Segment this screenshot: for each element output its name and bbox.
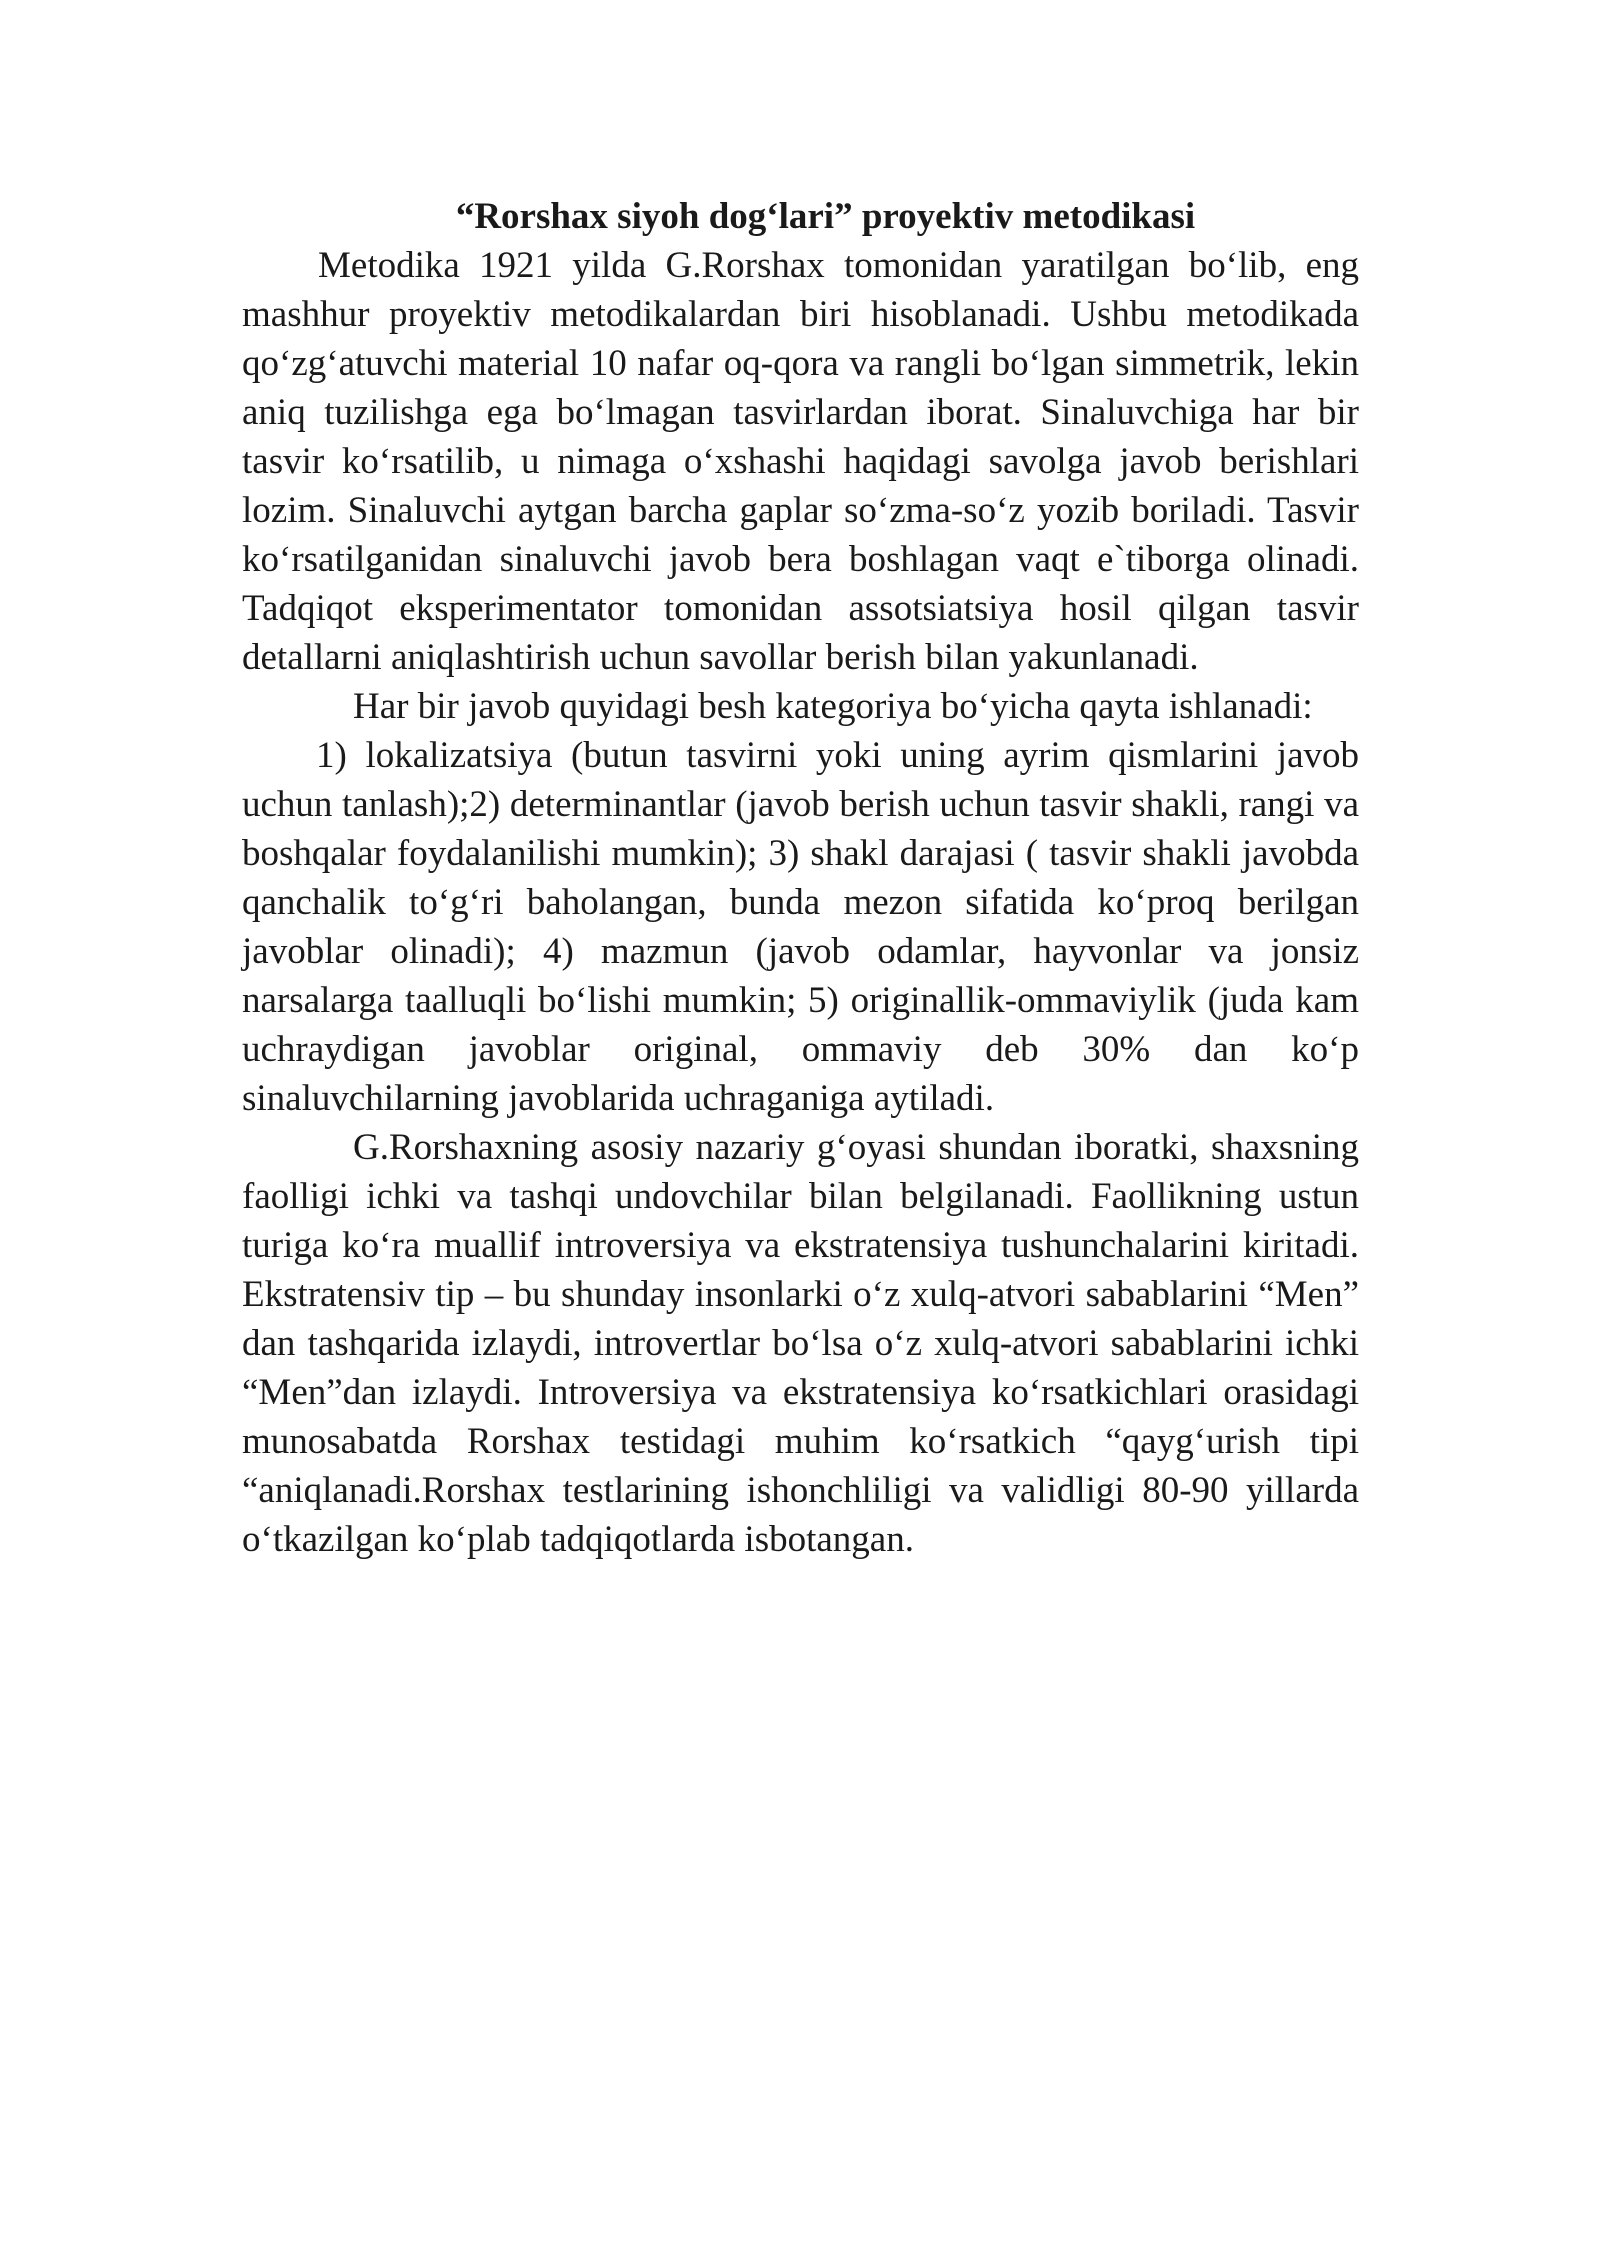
- paragraph-categories-intro: Har bir javob quyidagi besh kategoriya bo‘yicha qayta ishlanadi:: [353, 686, 1313, 727]
- paragraph-categories-list: 1) lokalizatsiya (butun tasvirni yoki uning ayrim qismlarini javob uchun tanlash);2) determinantlar (javob berish uchun tasvir shakli, rangi va boshqalar foydalanilishi mumkin); 3) shakl darajasi ( tasvir shakli javobda qanchalik to‘g‘ri baholangan, bunda mezon sifatida ko‘proq berilgan javoblar olinadi); 4) mazmun (javob odamlar, hayvonlar va jonsiz narsalarga taalluqli bo‘lishi mumkin; 5) originallik-ommaviylik (juda kam uchraydigan javoblar original, ommaviy deb 30% dan ko‘p sinaluvchilarning javoblarida uchraganiga aytiladi.: [242, 735, 1359, 1119]
- paragraph-method-intro: Metodika 1921 yilda G.Rorshax tomonidan yaratilgan bo‘lib, eng mashhur proyektiv metodikalardan biri hisoblanadi. Ushbu metodikada qo‘zg‘atuvchi material 10 nafar oq-qora va rangli bo‘lgan simmetrik, lekin aniq tuzilishga ega bo‘lmagan tasvirlardan iborat. Sinaluvchiga har bir tasvir ko‘rsatilib, u nimaga o‘xshashi haqidagi savolga javob berishlari lozim. Sinaluvchi aytgan barcha gaplar so‘zma-so‘z yozib boriladi. Tasvir ko‘rsatilganidan sinaluvchi javob bera boshlagan vaqt e`tiborga olinadi. Tadqiqot eksperimentator tomonidan assotsiatsiya hosil qilgan tasvir detallarni aniqlashtirish uchun savollar berish bilan yakunlanadi.: [242, 245, 1359, 678]
- document-body: [242, 192, 1359, 1564]
- paragraph-theory: G.Rorshaxning asosiy nazariy g‘oyasi shundan iboratki, shaxsning faolligi ichki va tashqi undovchilar bilan belgilanadi. Faollikning ustun turiga ko‘ra muallif introversiya va ekstratensiya tushunchalarini kiritadi. Ekstratensiv tip – bu shunday insonlarki o‘z xulq-atvori sabablarini “Men” dan tashqarida izlaydi, introvertlar bo‘lsa o‘z xulq-atvori sabablarini ichki “Men”dan izlaydi. Introversiya va ekstratensiya ko‘rsatkichlari orasidagi munosabatda Rorshax testidagi muhim ko‘rsatkich “qayg‘urish tipi “aniqlanadi.Rorshax testlarining ishonchliligi va validligi 80-90 yillarda o‘tkazilgan ko‘plab tadqiqotlarda isbotangan.: [242, 1127, 1359, 1560]
- document-title: “Rorshax siyoh dog‘lari” proyektiv metodikasi: [455, 196, 1196, 237]
